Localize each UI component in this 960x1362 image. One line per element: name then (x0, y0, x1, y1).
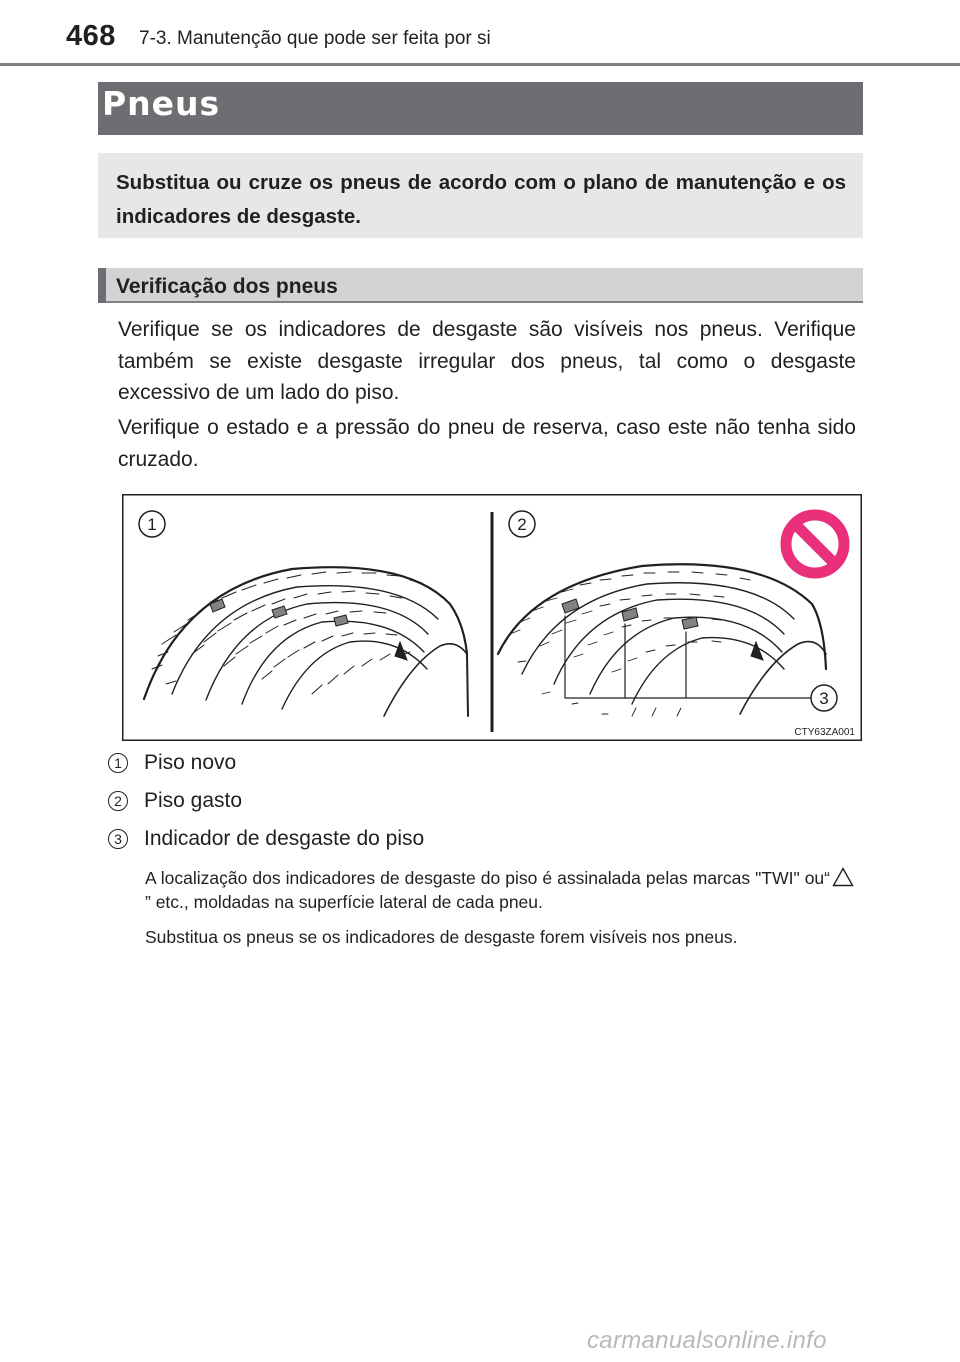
legend-text-2: Piso gasto (144, 789, 243, 812)
callout-2-label: 2 (517, 515, 527, 534)
tire-wear-figure (122, 494, 862, 741)
legend-number-3: 3 (108, 829, 128, 849)
note-replace-tires: Substitua os pneus se os indicadores de desgaste forem visíveis nos pneus. (145, 927, 738, 947)
page-number: 468 (66, 20, 116, 52)
callout-1-label: 1 (147, 515, 157, 534)
section-title: Pneus (102, 84, 221, 123)
header-divider (0, 63, 960, 66)
summary-text: Substitua ou cruze os pneus de acordo com o plano de manutenção e os indicadores de desgaste. (116, 171, 846, 228)
callout-2 (509, 511, 535, 537)
legend-number-2: 2 (108, 791, 128, 811)
legend-text-3: Indicador de desgaste do piso (144, 827, 425, 850)
note-1-text-start: A localização dos indicadores de desgaste do piso é assinalada pelas marcas "TWI" ou“ (145, 868, 830, 888)
callout-3-label: 3 (819, 689, 829, 708)
running-header: 7-3. Manutenção que pode ser feita por si (139, 28, 491, 49)
body-paragraph-2: Verifique o estado e a pressão do pneu de reserva, caso este não tenha sido cruzado. (118, 416, 856, 471)
triangle-icon (832, 867, 854, 887)
callout-1 (139, 511, 165, 537)
note-tread-indicator-location (145, 866, 856, 914)
legend-text-1: Piso novo (144, 751, 237, 774)
figure-code: CTY63ZA001 (794, 727, 855, 738)
subsection-heading-accent (98, 268, 106, 303)
body-paragraph-1: Verifique se os indicadores de desgaste são visíveis nos pneus. Verifique também se existe desgaste irregular dos pneus, tal como o desgaste excessivo de um lado do piso. (118, 318, 856, 404)
note-1-text-end: ” etc., moldadas na superfície lateral de cada pneu. (145, 892, 543, 912)
callout-3 (811, 685, 837, 711)
watermark: carmanualsonline.info (587, 1327, 827, 1354)
legend-number-1: 1 (108, 753, 128, 773)
subsection-title: Verificação dos pneus (116, 275, 338, 298)
